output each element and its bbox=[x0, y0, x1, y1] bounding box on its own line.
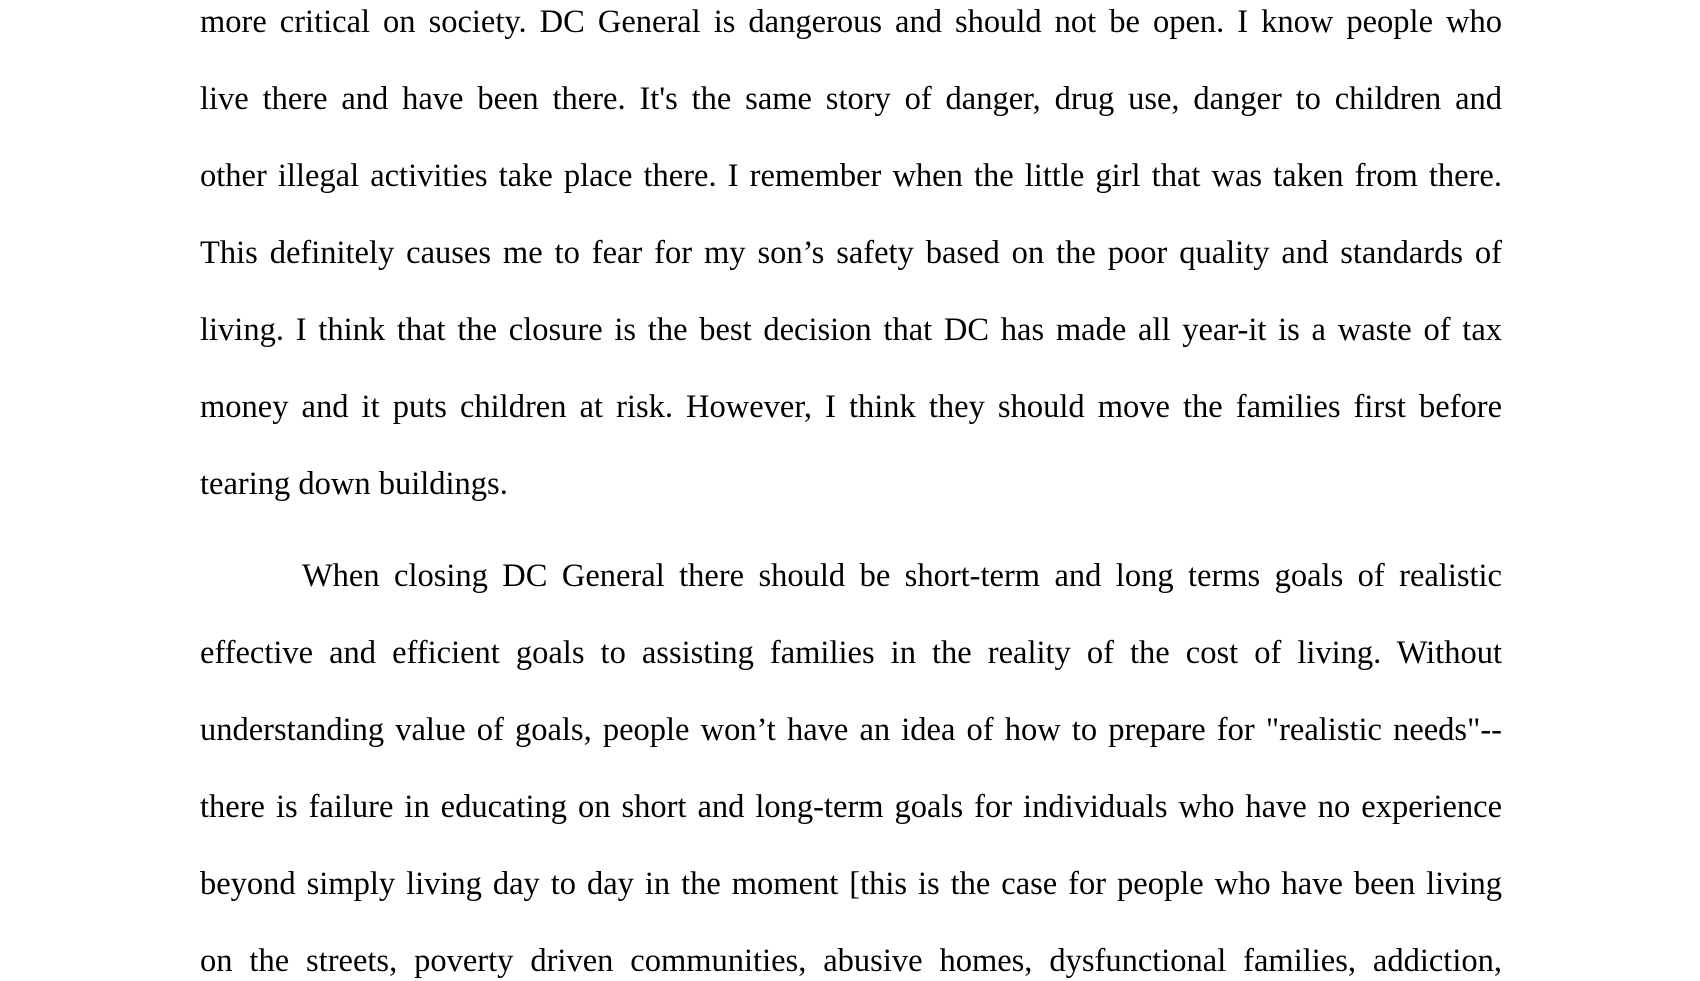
text-line: effective and efficient goals to assisting families in the reality of the cost of living. Without bbox=[200, 635, 1502, 671]
text-line: beyond simply living day to day in the moment [this is the case for people who have been living bbox=[200, 866, 1502, 902]
text-line: When closing DC General there should be short-term and long terms goals of realistic bbox=[302, 558, 1502, 594]
text-line: more critical on society. DC General is dangerous and should not be open. I know people who bbox=[200, 4, 1502, 40]
text-line: tearing down buildings. bbox=[200, 466, 508, 502]
text-line: on the streets, poverty driven communities, abusive homes, dysfunctional families, addiction, bbox=[200, 943, 1502, 979]
text-line: money and it puts children at risk. However, I think they should move the families first before bbox=[200, 389, 1502, 425]
text-line: live there and have been there. It's the same story of danger, drug use, danger to children and bbox=[200, 81, 1502, 117]
text-line: other illegal activities take place there. I remember when the little girl that was taken from there. bbox=[200, 158, 1502, 194]
text-line: there is failure in educating on short and long-term goals for individuals who have no experience bbox=[200, 789, 1502, 825]
text-line: living. I think that the closure is the best decision that DC has made all year-it is a waste of tax bbox=[200, 312, 1502, 348]
text-line: This definitely causes me to fear for my son’s safety based on the poor quality and standards of bbox=[200, 235, 1502, 271]
text-line: understanding value of goals, people won’t have an idea of how to prepare for "realistic needs"-- bbox=[200, 712, 1502, 748]
